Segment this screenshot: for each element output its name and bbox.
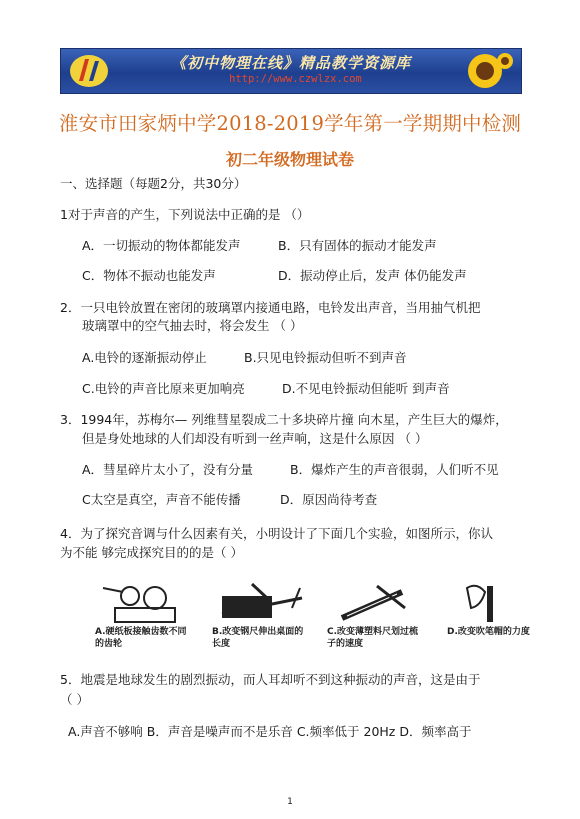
q5-options: A.声音不够响 B．声音是噪声而不是乐音 C.频率低于 20Hz D．频率高于 (68, 724, 472, 739)
q5-stem-line1: 5．地震是地球发生的剧烈振动，而人耳却听不到这种振动的声音，这是由于 (60, 672, 481, 687)
q3-option-a: A．彗星碎片太小了，没有分量 (82, 462, 254, 477)
site-logo-icon (69, 53, 109, 89)
q2-option-a: A.电铃的逐渐振动停止 (82, 350, 207, 365)
site-url[interactable]: http://www.czwlzx.com (229, 73, 362, 85)
q3-option-b: B．爆炸产生的声音很弱，人们听不见 (290, 462, 499, 477)
header-banner (60, 48, 522, 94)
q4-figure-a (95, 578, 195, 658)
section-heading: 一、选择题（每题2分，共30分） (60, 176, 247, 191)
q3-stem-line1: 3．1994年，苏梅尔— 列维彗星裂成二十多块碎片撞 向木星，产生巨大的爆炸， (60, 412, 508, 427)
q2-option-b: B.只见电铃振动但听不到声音 (244, 350, 407, 365)
gear-cardboard-icon (95, 578, 195, 626)
q4-stem-line2: 为不能 够完成探究目的的是（ ） (60, 545, 243, 560)
site-name: 《初中物理在线》精品教学资源库 (171, 54, 412, 72)
q4-figure-b-caption: B.改变钢尺伸出桌面的长度 (212, 627, 304, 649)
pen-cap-icon (447, 578, 547, 626)
q4-figure-d-caption: D.改变吹笔帽的力度 (447, 627, 530, 637)
q2-stem-line2: 玻璃罩中的空气抽去时，将会发生 （ ） (82, 318, 303, 333)
page-subtitle: 初二年级物理试卷 (225, 150, 354, 169)
q1-option-a: A．一切振动的物体都能发声 (82, 238, 241, 253)
q2-option-c: C.电铃的声音比原来更加响亮 (82, 381, 245, 396)
q3-option-c: C太空是真空，声音不能传播 (82, 492, 241, 507)
q5-stem-line2: （ ） (60, 692, 89, 707)
q1-stem: 1对于声音的产生，下列说法中正确的是 （） (60, 207, 310, 222)
q4-figure-d (447, 578, 547, 658)
sunflower-icon (455, 51, 515, 91)
q3-option-d: D．原因尚待考查 (280, 492, 378, 507)
q2-stem-line1: 2．一只电铃放置在密闭的玻璃罩内接通电路，电铃发出声音，当用抽气机把 (60, 300, 481, 315)
q4-figure-b (212, 578, 312, 658)
q1-option-b: B．只有固体的振动才能发声 (278, 238, 437, 253)
q3-stem-line2: 但是身处地球的人们却没有听到一丝声响，这是什么原因 （ ） (82, 431, 428, 446)
q2-option-d: D.不见电铃振动但能听 到声音 (282, 381, 450, 396)
q4-stem-line1: 4．为了探究音调与什么因素有关，小明设计了下面几个实验，如图所示，你认 (60, 526, 493, 541)
q1-option-c: C．物体不振动也能发声 (82, 268, 216, 283)
steel-ruler-icon (212, 578, 312, 626)
q4-figure-c-caption: C.改变薄塑料尺划过梳子的速度 (327, 627, 419, 649)
q4-figure-c (327, 578, 427, 658)
q4-figure-a-caption: A.硬纸板接触齿数不同的齿轮 (95, 627, 187, 649)
q1-option-d: D．振动停止后，发声 体仍能发声 (278, 268, 467, 283)
page-number: 1 (287, 797, 293, 807)
comb-ruler-icon (327, 578, 427, 626)
page-title: 淮安市田家炳中学2018-2019学年第一学期期中检测 (58, 112, 522, 135)
